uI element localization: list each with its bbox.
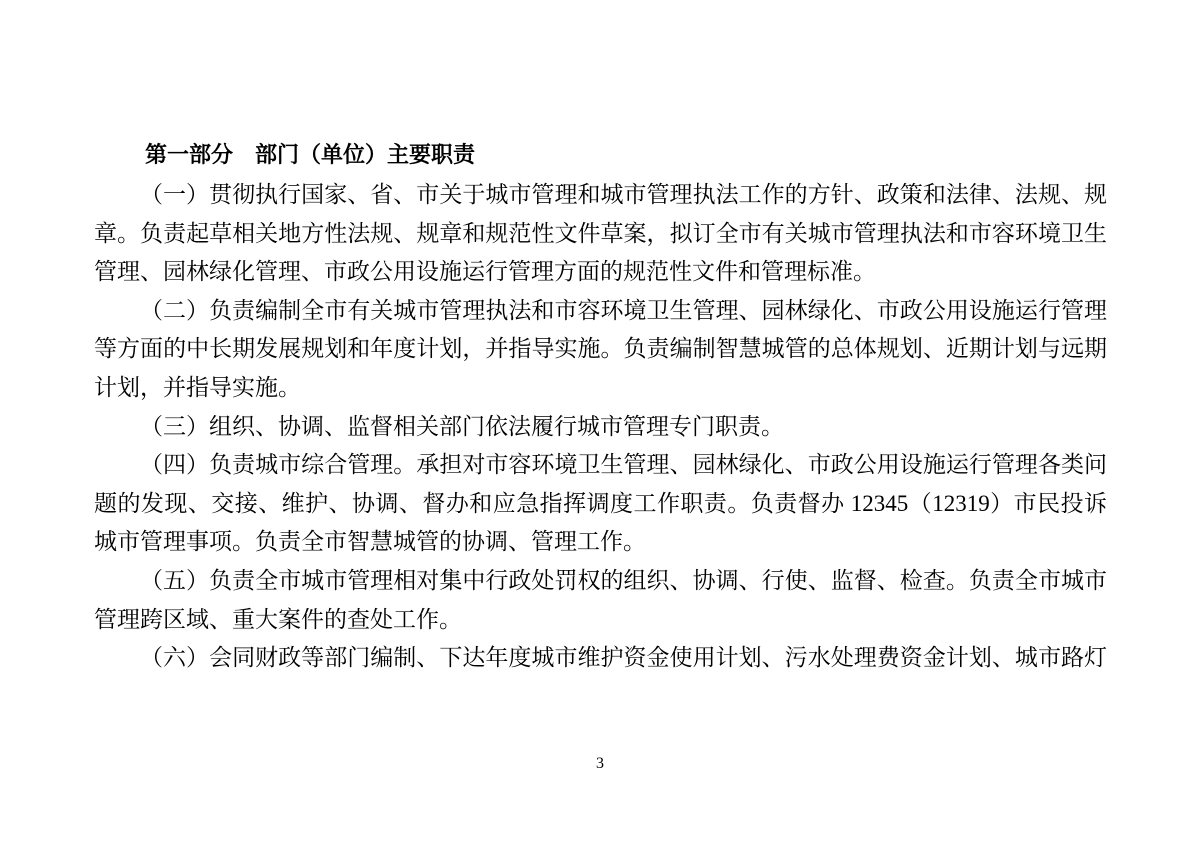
- paragraph-6: （六）会同财政等部门编制、下达年度城市维护资金使用计划、污水处理费资金计划、城市路灯: [140, 645, 1107, 671]
- paragraph-2: （二）负责编制全市有关城市管理执法和市容环境卫生管理、园林绿化、市政公用设施运行管理等方面的中长期发展规划和年度计划，并指导实施。负责编制智慧城管的总体规划、近期计划与远期计划，并指导实施。: [94, 297, 1107, 400]
- paragraph-1: （一）贯彻执行国家、省、市关于城市管理和城市管理执法工作的方针、政策和法律、法规、规章。负责起草相关地方性法规、规章和规范性文件草案，拟订全市有关城市管理执法和市容环境卫生管理、园林绿化管理、市政公用设施运行管理方面的规范性文件和管理标准。: [94, 182, 1107, 285]
- section-heading: 第一部分 部门（单位）主要职责: [145, 142, 476, 167]
- paragraph-4: （四）负责城市综合管理。承担对市容环境卫生管理、园林绿化、市政公用设施运行管理各类问题的发现、交接、维护、协调、督办和应急指挥调度工作职责。负责督办 12345（12319）市民投诉城市管理事项。负责全市智慧城管的协调、管理工作。: [94, 452, 1107, 555]
- paragraph-5: （五）负责全市城市管理相对集中行政处罚权的组织、协调、行使、监督、检查。负责全市城市管理跨区域、重大案件的查处工作。: [94, 567, 1107, 632]
- document-content: [94, 142, 1107, 678]
- paragraph-container: [94, 176, 1107, 678]
- page-number: 3: [596, 755, 604, 772]
- paragraph-3: （三）组织、协调、监督相关部门依法履行城市管理专门职责。: [140, 413, 784, 439]
